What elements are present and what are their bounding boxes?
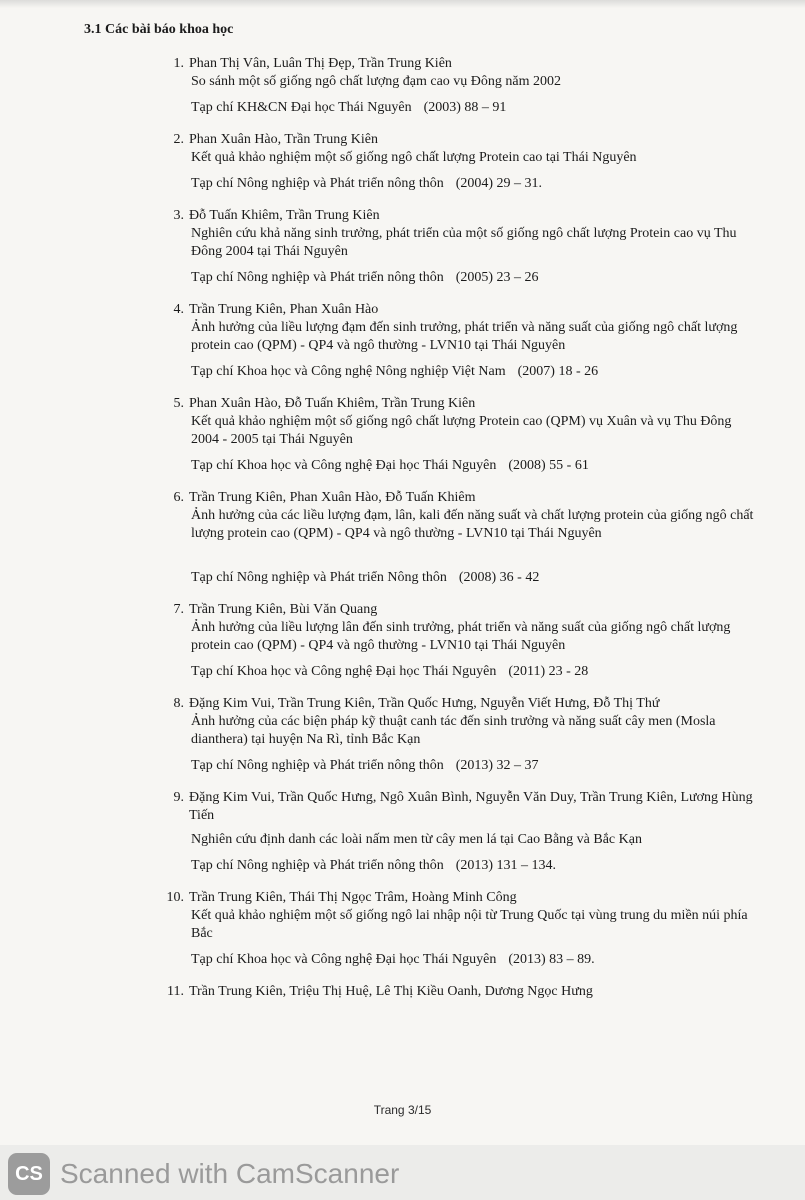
reference-journal: Tạp chí Nông nghiệp và Phát triển nông thôn	[191, 270, 444, 285]
reference-title: Kết quả khảo nghiệm một số giống ngô lai nhập nội từ Trung Quốc tại vùng trung du miền núi phía Bắc	[191, 908, 748, 941]
reference-citation: (2013) 131 – 134.	[455, 858, 557, 873]
camscanner-logo-icon: CS	[8, 1153, 50, 1195]
reference-citation: (2003) 88 – 91	[423, 100, 507, 115]
reference-journal: Tạp chí Khoa học và Công nghệ Đại học Thái Nguyên	[191, 952, 497, 967]
reference-title: Ảnh hưởng của liều lượng lân đến sinh trưởng, phát triển và năng suất của giống ngô chất lượng protein cao (QPM) - QP4 và ngô thường - LVN10 tại Thái Nguyên	[191, 620, 731, 653]
reference-authors: Phan Thị Vân, Luân Thị Đẹp, Trần Trung Kiên	[189, 56, 452, 71]
reference-journal: Tạp chí Khoa học và Công nghệ Nông nghiệp Việt Nam	[191, 364, 506, 379]
reference-source	[189, 269, 758, 287]
reference-authors: Trần Trung Kiên, Bùi Văn Quang	[189, 602, 378, 617]
reference-title: Kết quả khảo nghiệm một số giống ngô chất lượng Protein cao tại Thái Nguyên	[191, 150, 637, 165]
reference-item	[158, 131, 758, 193]
reference-title: So sánh một số giống ngô chất lượng đạm cao vụ Đông năm 2002	[191, 74, 562, 89]
reference-source	[189, 757, 758, 775]
reference-authors: Trần Trung Kiên, Phan Xuân Hào, Đỗ Tuấn Khiêm	[189, 490, 476, 505]
reference-journal: Tạp chí Nông nghiệp và Phát triển nông thôn	[191, 758, 444, 773]
reference-item	[158, 601, 758, 681]
reference-authors: Đặng Kim Vui, Trần Quốc Hưng, Ngô Xuân Bình, Nguyễn Văn Duy, Trần Trung Kiên, Lương Hùng Tiến	[189, 790, 753, 823]
reference-number: 5.	[173, 396, 184, 411]
reference-source	[189, 569, 758, 587]
scan-top-edge	[0, 0, 805, 8]
reference-authors: Đỗ Tuấn Khiêm, Trần Trung Kiên	[189, 208, 380, 223]
reference-authors: Trần Trung Kiên, Phan Xuân Hào	[189, 302, 379, 317]
reference-citation: (2004) 29 – 31.	[455, 176, 543, 191]
reference-source	[189, 175, 758, 193]
reference-number: 4.	[173, 302, 184, 317]
reference-citation: (2013) 32 – 37	[455, 758, 539, 773]
reference-source	[189, 99, 758, 117]
reference-item	[158, 983, 758, 1001]
reference-item	[158, 55, 758, 117]
reference-citation: (2013) 83 – 89.	[508, 952, 595, 967]
reference-title: Kết quả khảo nghiệm một số giống ngô chất lượng Protein cao (QPM) vụ Xuân và vụ Thu Đông 2004 - 2005 tại Thái Nguyên	[191, 414, 732, 447]
reference-authors: Trần Trung Kiên, Thái Thị Ngọc Trâm, Hoàng Minh Công	[189, 890, 517, 905]
reference-source	[189, 457, 758, 475]
reference-citation: (2008) 55 - 61	[508, 458, 589, 473]
reference-journal: Tạp chí Khoa học và Công nghệ Đại học Thái Nguyên	[191, 458, 497, 473]
reference-citation: (2008) 36 - 42	[458, 570, 540, 585]
reference-journal: Tạp chí Nông nghiệp và Phát triển Nông thôn	[191, 570, 447, 585]
scanner-watermark-bar	[0, 1145, 805, 1200]
reference-citation: (2011) 23 - 28	[508, 664, 589, 679]
reference-item	[158, 489, 758, 587]
reference-citation: (2005) 23 – 26	[455, 270, 539, 285]
scanner-watermark-text: Scanned with CamScanner	[60, 1158, 400, 1189]
section-heading: 3.1 Các bài báo khoa học	[84, 22, 234, 37]
reference-item	[158, 301, 758, 381]
reference-journal: Tạp chí KH&CN Đại học Thái Nguyên	[191, 100, 412, 115]
reference-title: Ảnh hưởng của liều lượng đạm đến sinh trưởng, phát triển và năng suất của giống ngô chất lượng protein cao (QPM) - QP4 và ngô thường - LVN10 tại Thái Nguyên	[191, 320, 738, 353]
reference-title: Nghiên cứu khả năng sinh trưởng, phát triển của một số giống ngô chất lượng Protein cao vụ Thu Đông 2004 tại Thái Nguyên	[191, 226, 737, 259]
reference-number: 8.	[173, 696, 184, 711]
reference-number: 9.	[173, 790, 184, 805]
reference-source	[189, 857, 758, 875]
reference-authors: Phan Xuân Hào, Trần Trung Kiên	[189, 132, 379, 147]
reference-journal: Tạp chí Nông nghiệp và Phát triển nông thôn	[191, 176, 444, 191]
reference-number: 7.	[173, 602, 184, 617]
reference-item	[158, 395, 758, 475]
reference-number: 11.	[167, 984, 184, 999]
reference-number: 6.	[173, 490, 184, 505]
reference-item	[158, 207, 758, 287]
reference-title: Ảnh hưởng của các liều lượng đạm, lân, kali đến năng suất và chất lượng protein của giống ngô chất lượng protein cao (QPM) - QP4 và ngô thường - LVN10 tại Thái Nguyên	[191, 508, 754, 541]
reference-number: 1.	[173, 56, 184, 71]
reference-source	[189, 363, 758, 381]
reference-item	[158, 695, 758, 775]
reference-journal: Tạp chí Khoa học và Công nghệ Đại học Thái Nguyên	[191, 664, 497, 679]
reference-journal: Tạp chí Nông nghiệp và Phát triển nông thôn	[191, 858, 444, 873]
reference-title: Nghiên cứu định danh các loài nấm men từ cây men lá tại Cao Bằng và Bắc Kạn	[191, 832, 642, 847]
reference-source	[189, 663, 758, 681]
reference-title: Ảnh hưởng của các biện pháp kỹ thuật canh tác đến sinh trưởng và năng suất cây men (Mosla dianthera) tại huyện Na Rì, tỉnh Bắc Kạn	[191, 714, 716, 747]
reference-number: 2.	[173, 132, 184, 147]
reference-authors: Trần Trung Kiên, Triệu Thị Huệ, Lê Thị Kiều Oanh, Dương Ngọc Hưng	[189, 984, 593, 999]
reference-source	[189, 951, 758, 969]
reference-item	[158, 789, 758, 875]
reference-number: 10.	[166, 890, 184, 905]
reference-authors: Đặng Kim Vui, Trần Trung Kiên, Trần Quốc Hưng, Nguyễn Viết Hưng, Đỗ Thị Thứ	[189, 696, 660, 711]
reference-number: 3.	[173, 208, 184, 223]
reference-item	[158, 889, 758, 969]
reference-citation: (2007) 18 - 26	[517, 364, 599, 379]
reference-list	[158, 55, 758, 1001]
reference-authors: Phan Xuân Hào, Đỗ Tuấn Khiêm, Trần Trung Kiên	[189, 396, 476, 411]
page-number: Trang 3/15	[373, 1103, 432, 1117]
